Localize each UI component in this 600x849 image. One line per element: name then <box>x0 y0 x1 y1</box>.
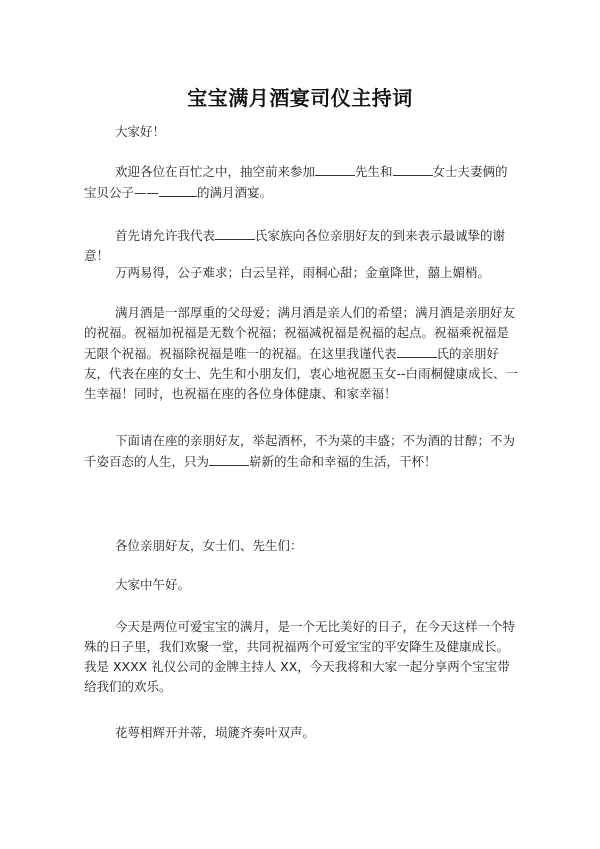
text-span: 的满月酒宴。 <box>197 185 273 200</box>
noon-greeting: 大家中午好。 <box>115 577 191 592</box>
text-span: 首先请允许我代表 <box>115 228 216 243</box>
text-span: 女士夫妻俩的宝贝公子—— <box>84 164 508 200</box>
text-span: 先生和 <box>355 164 393 179</box>
greeting-line: 大家好！ <box>115 124 166 139</box>
fill-blank <box>397 343 437 358</box>
blessing-couplet: 万两易得，公子难求；白云呈祥，雨桐心甜；金童降世，囍上媚梢。 <box>115 265 491 280</box>
welcome-paragraph <box>84 161 520 203</box>
text-span: 崭新的生命和幸福的生活，干杯！ <box>249 454 437 469</box>
full-moon-paragraph <box>84 303 520 404</box>
text-span: 满月酒是一部厚重的父母爱；满月酒是亲人们的希望；满月酒是亲朋好友的祝福。祝福加祝福是无数个祝福；祝福减祝福是祝福的起点。祝福乘祝福是无限个祝福。祝福除祝福是唯一的祝福。在这里我谨代表 <box>84 305 516 361</box>
document-title: 宝宝满月酒宴司仪主持词 <box>187 86 413 110</box>
toast-paragraph <box>84 431 520 472</box>
fill-blank <box>315 161 355 176</box>
text-span: 氏的亲朋好友，代表在座的女士、先生和小朋友们，衷心地祝愿玉女--白雨桐健康成长、一生幸福！同时，也祝福在座的各位身体健康、和家幸福！ <box>84 346 519 401</box>
fill-blank <box>215 225 255 240</box>
thanks-paragraph <box>84 225 520 266</box>
twins-paragraph: 今天是两位可爱宝宝的满月，是一个无比美好的日子，在今天这样一个特殊的日子里，我们欢聚一堂，共同祝福两个可爱宝宝的平安降生及健康成长。我是 XXXX 礼仪公司的金牌主持人 XX，今天我将和大家一起分享两个宝宝带给我们的欢乐。 <box>84 619 516 694</box>
address-line: 各位亲朋好友，女士们、先生们： <box>115 538 303 553</box>
fill-blank <box>159 182 197 197</box>
text-span: 下面请在座的亲朋好友，举起酒杯，不为菜的丰盛；不为酒的甘醇；不为千姿百态的人生，只为 <box>84 433 516 469</box>
closing-couplet: 花萼相辉开并蒂，埙篪齐奏叶双声。 <box>115 725 316 740</box>
text-span: 氏家族向各位亲朋好友的到来表示最诚挚的谢意！ <box>84 228 506 263</box>
fill-blank <box>209 451 249 466</box>
fill-blank <box>393 161 433 176</box>
text-span: 欢迎各位在百忙之中，抽空前来参加 <box>115 164 316 179</box>
